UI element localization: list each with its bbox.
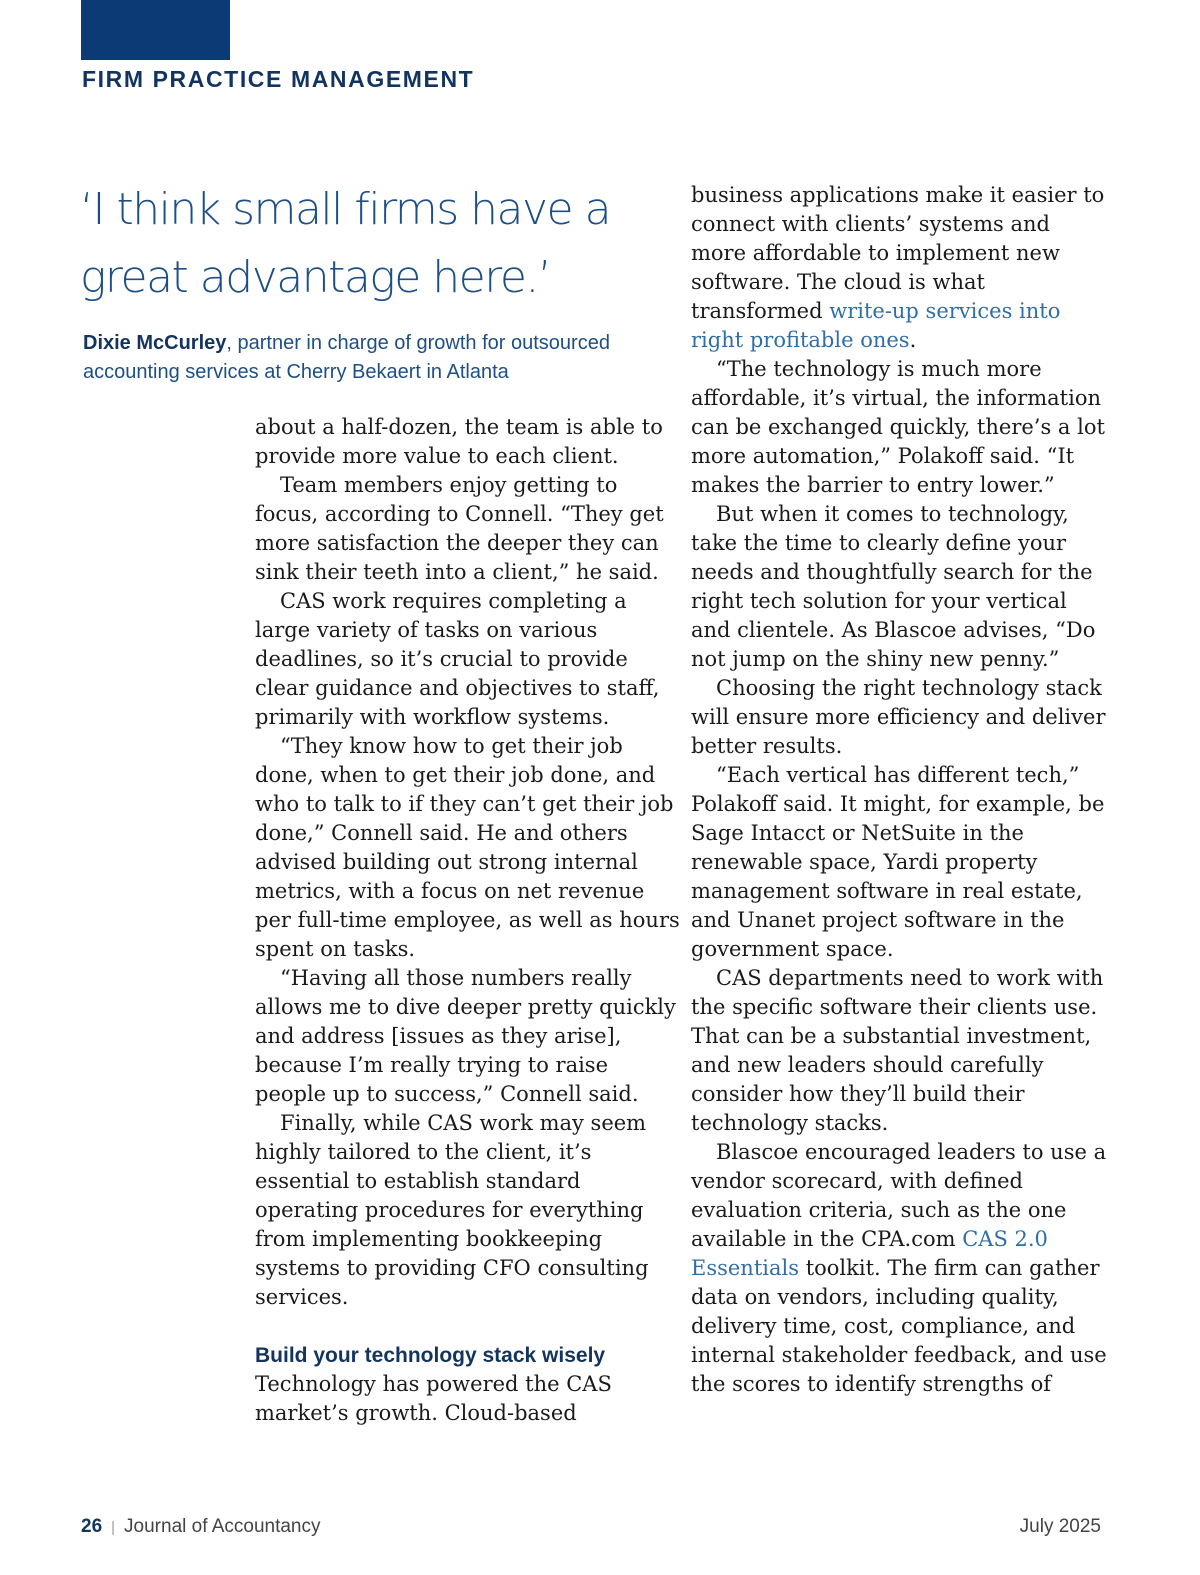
paragraph: Team members enjoy getting to focus, according to Connell. “They get more satisfaction the deeper they can sink their teeth into a client,” he said.: [255, 473, 664, 584]
issue-date: July 2025: [1019, 1516, 1101, 1537]
footer-separator: |: [111, 1519, 116, 1536]
write-up-services-link[interactable]: write-up services into right profitable ones: [691, 299, 1061, 352]
paragraph: [691, 1138, 1111, 1399]
paragraph: “The technology is much more affordable, it’s virtual, the information can be exchanged quickly, there’s a lot more automation,” Polakoff said. “It makes the barrier to entry lower.”: [691, 357, 1105, 497]
text-run: business applications make it easier to connect with clients’ systems and more affordable to implement new software. The cloud is what transformed: [691, 183, 1105, 323]
paragraph: Choosing the right technology stack will ensure more efficiency and deliver better results.: [691, 676, 1106, 758]
paragraph: But when it comes to technology, take the time to clearly define your needs and thoughtfully search for the right tech solution for your vertical and clientele. As Blascoe advises, “Do not jump on the shiny new penny.”: [691, 502, 1096, 671]
paragraph: CAS departments need to work with the specific software their clients use. That can be a substantial investment, and new leaders should carefully consider how they’ll build their technology stacks.: [691, 966, 1104, 1135]
page-number: 26: [81, 1516, 103, 1537]
paragraph: [691, 181, 1111, 355]
section-label: FIRM PRACTICE MANAGEMENT: [82, 66, 475, 92]
attribution-name: Dixie McCurley: [83, 332, 227, 354]
section-color-tab: [81, 0, 230, 60]
publication-name: Journal of Accountancy: [124, 1516, 321, 1537]
paragraph: Finally, while CAS work may seem highly tailored to the client, it’s essential to establish standard operating procedures for everything from implementing bookkeeping systems to providing CFO consulting services.: [255, 1111, 649, 1309]
text-run: .: [909, 328, 917, 352]
pull-quote: ‘I think small firms have a great advantage here.’: [80, 184, 611, 303]
article-column-right: [691, 181, 1111, 1399]
attribution-role: , partner in charge of growth for outsourced accounting services at Cherry Bekaert in Atlanta: [83, 332, 610, 383]
spacer: [255, 1312, 685, 1341]
paragraph: “Having all those numbers really allows me to dive deeper pretty quickly and address [issues as they arise], because I’m really trying to raise people up to success,” Connell said.: [255, 966, 676, 1106]
section-subhead: Build your technology stack wisely: [255, 1344, 606, 1367]
cas-essentials-link[interactable]: CAS 2.0 Essentials: [691, 1227, 1048, 1280]
text-run: Blascoe encouraged leaders to use a vendor scorecard, with defined evaluation criteria, such as the one available in the CPA.com: [691, 1140, 1107, 1251]
paragraph: Technology has powered the CAS market’s growth. Cloud-based: [255, 1372, 612, 1425]
paragraph: CAS work requires completing a large variety of tasks on various deadlines, so it’s crucial to provide clear guidance and objectives to staff, primarily with workflow systems.: [255, 589, 660, 729]
paragraph: “Each vertical has different tech,” Polakoff said. It might, for example, be Sage Intacct or NetSuite in the renewable space, Yardi property management software in real estate, and Unanet project software in the government space.: [691, 763, 1105, 961]
paragraph: “They know how to get their job done, when to get their job done, and who to talk to if they can’t get their job done,” Connell said. He and others advised building out strong internal metrics, with a focus on net revenue per full-time employee, as well as hours spent on tasks.: [255, 734, 680, 961]
paragraph: about a half-dozen, the team is able to provide more value to each client.: [255, 415, 663, 468]
article-column-left: [255, 413, 685, 1428]
pull-quote-attribution: [83, 329, 663, 387]
page-footer: [81, 1516, 1101, 1544]
text-run: toolkit. The firm can gather data on vendors, including quality, delivery time, cost, compliance, and internal stakeholder feedback, and use the scores to identify strengths of: [691, 1256, 1107, 1396]
